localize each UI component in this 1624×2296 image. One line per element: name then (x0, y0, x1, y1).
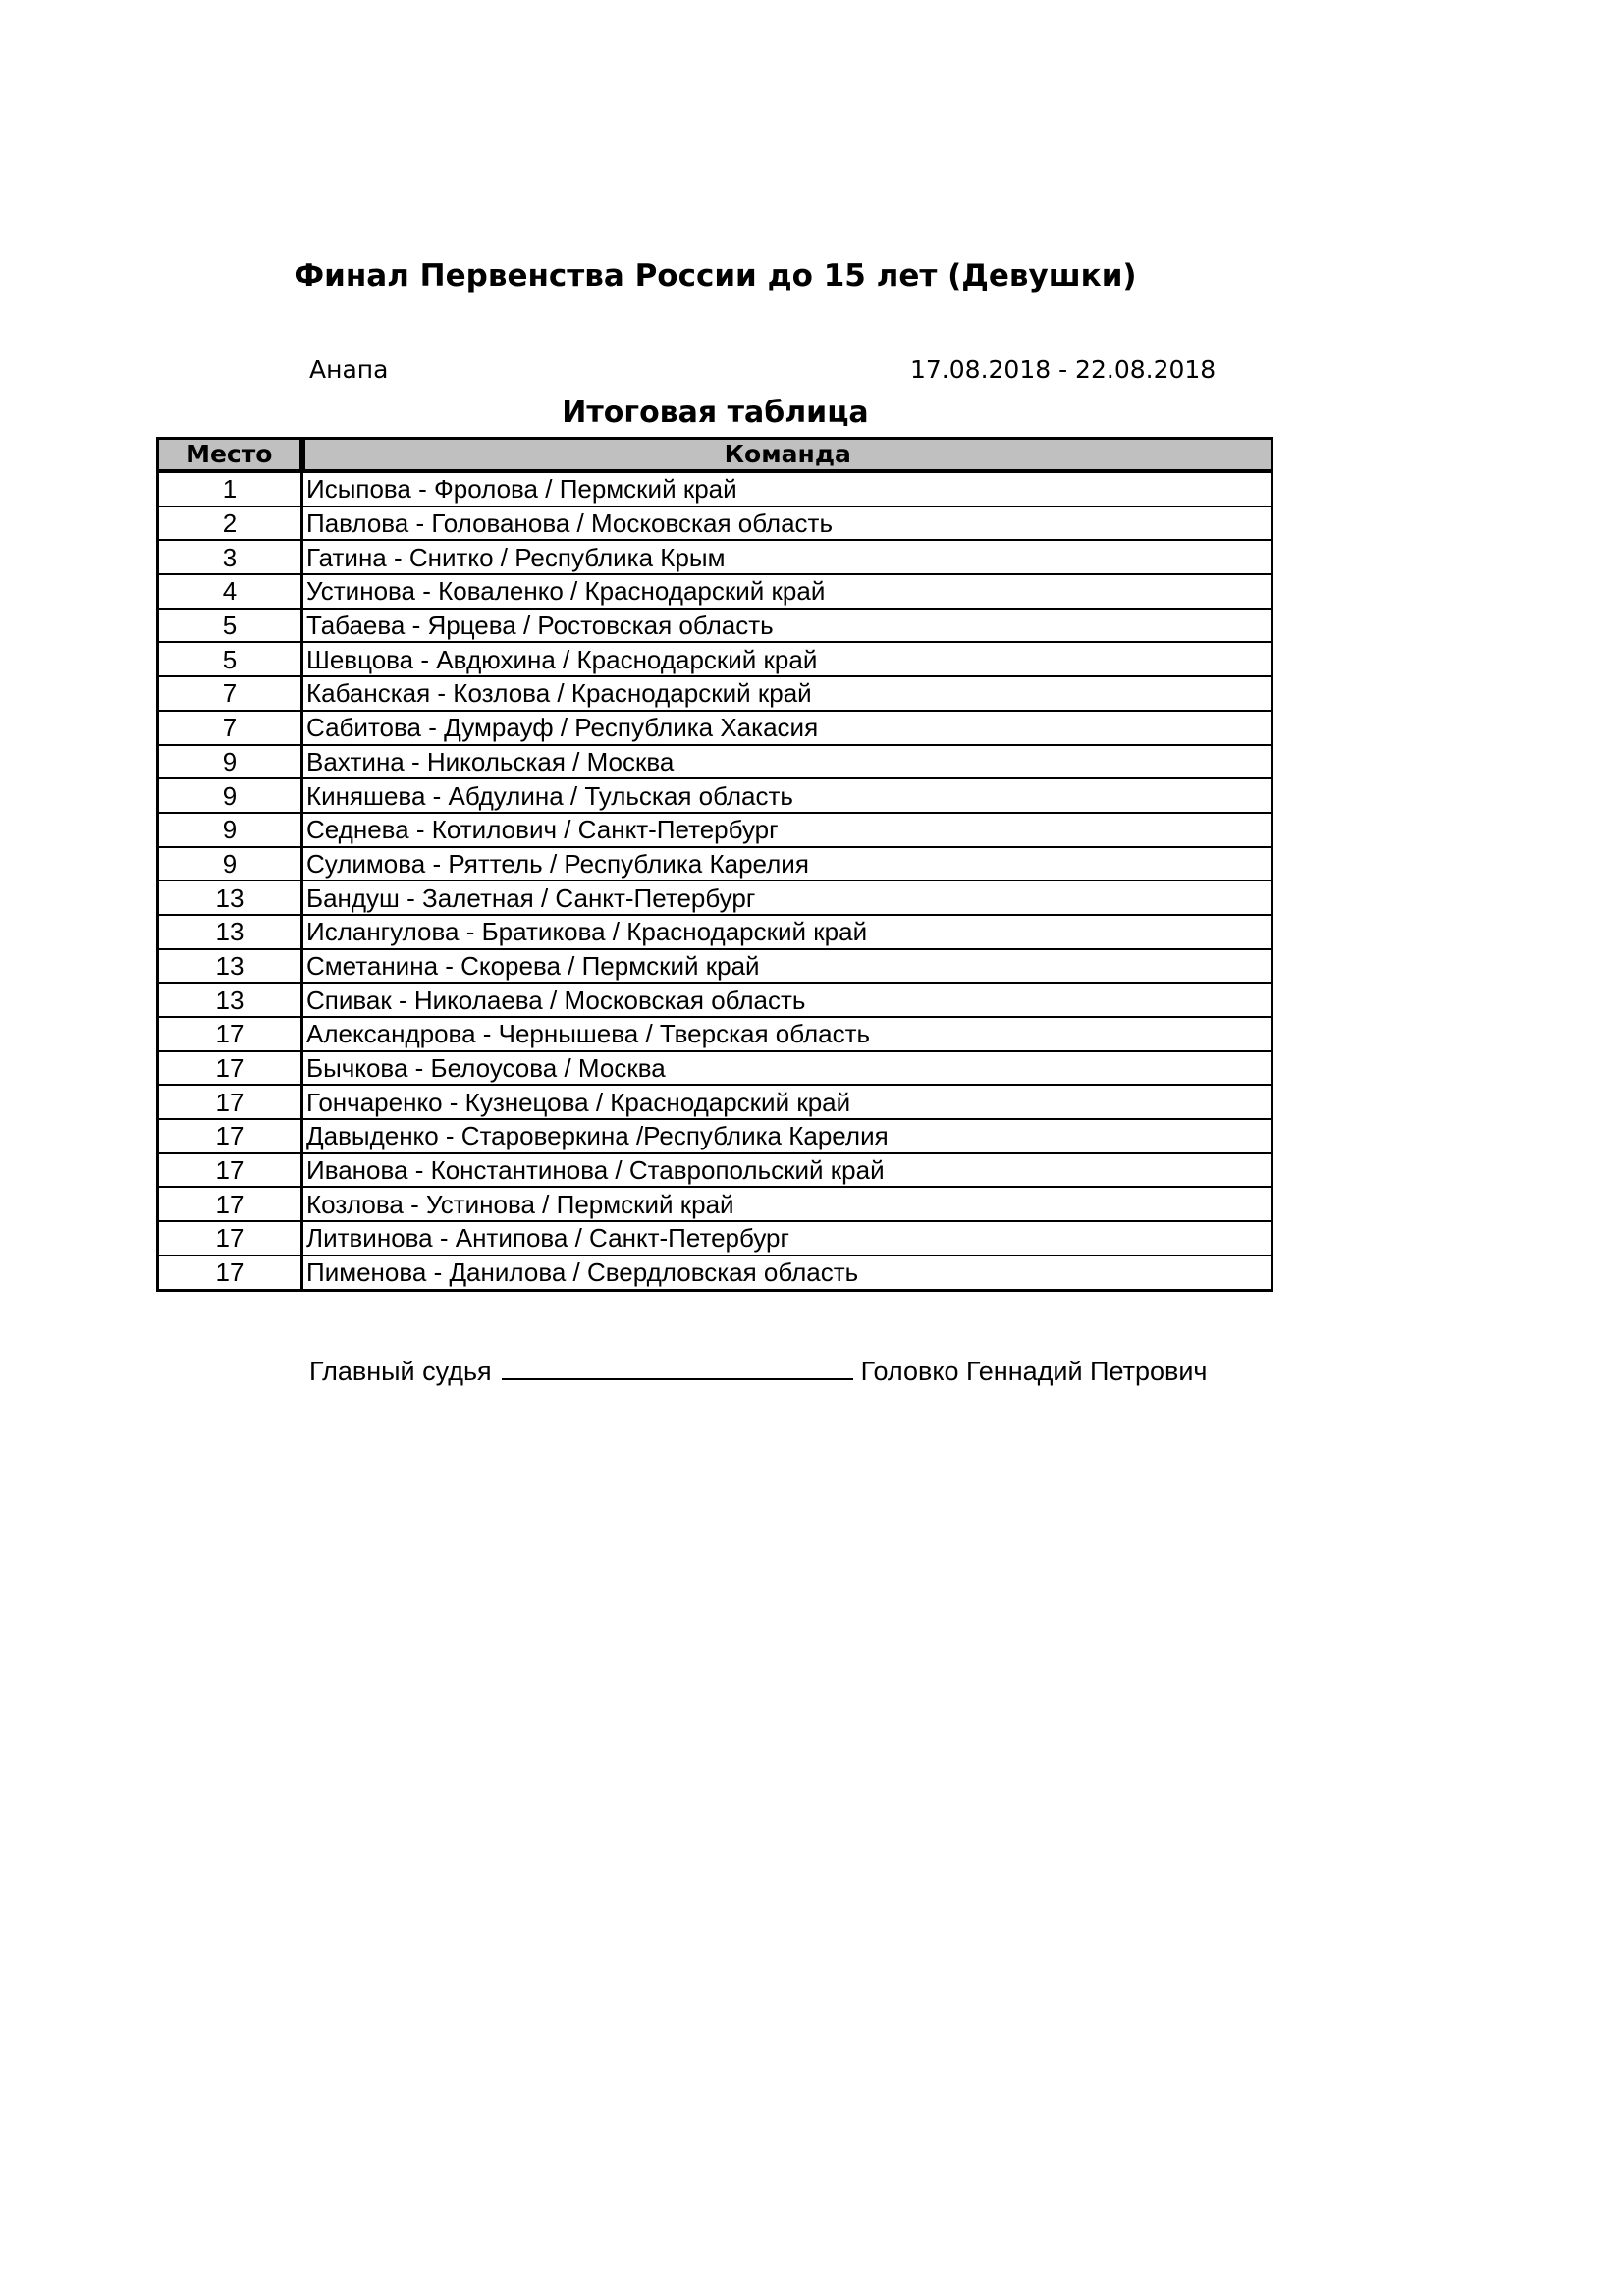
table-row (158, 847, 1272, 881)
table-row (158, 1255, 1272, 1290)
team-cell: Павлова - Голованова / Московская область (302, 507, 1272, 541)
table-row (158, 983, 1272, 1017)
team-cell: Пименова - Данилова / Свердловская область (302, 1255, 1272, 1290)
table-row (158, 609, 1272, 643)
place-cell: 3 (158, 540, 302, 574)
place-cell: 9 (158, 778, 302, 813)
table-row (158, 1187, 1272, 1221)
table-row (158, 507, 1272, 541)
team-cell: Гончаренко - Кузнецова / Краснодарский край (302, 1085, 1272, 1119)
event-dates: 17.08.2018 - 22.08.2018 (910, 355, 1217, 384)
team-cell: Литвинова - Антипова / Санкт-Петербург (302, 1221, 1272, 1255)
table-header-row (158, 439, 1272, 472)
column-header-team: Команда (302, 439, 1272, 472)
place-cell: 2 (158, 507, 302, 541)
team-cell: Табаева - Ярцева / Ростовская область (302, 609, 1272, 643)
team-cell: Шевцова - Авдюхина / Краснодарский край (302, 642, 1272, 676)
place-cell: 17 (158, 1085, 302, 1119)
team-cell: Кабанская - Козлова / Краснодарский край (302, 676, 1272, 711)
place-cell: 9 (158, 745, 302, 779)
table-row (158, 1017, 1272, 1051)
place-cell: 17 (158, 1153, 302, 1188)
place-cell: 17 (158, 1221, 302, 1255)
table-row (158, 745, 1272, 779)
judge-label: Главный судья (309, 1357, 492, 1386)
team-cell: Бандуш - Залетная / Санкт-Петербург (302, 881, 1272, 915)
place-cell: 17 (158, 1119, 302, 1153)
table-row (158, 642, 1272, 676)
place-cell: 17 (158, 1255, 302, 1290)
place-cell: 4 (158, 574, 302, 609)
document-title: Финал Первенства России до 15 лет (Девушки) (294, 258, 1137, 294)
team-cell: Сабитова - Думрауф / Республика Хакасия (302, 711, 1272, 745)
table-row (158, 1051, 1272, 1086)
team-cell: Киняшева - Абдулина / Тульская область (302, 778, 1272, 813)
judge-name: Головко Геннадий Петрович (860, 1357, 1208, 1386)
team-cell: Бычкова - Белоусова / Москва (302, 1051, 1272, 1086)
table-title: Итоговая таблица (562, 396, 869, 430)
table-row (158, 540, 1272, 574)
team-cell: Козлова - Устинова / Пермский край (302, 1187, 1272, 1221)
table-row (158, 1221, 1272, 1255)
place-cell: 9 (158, 813, 302, 847)
table-row (158, 711, 1272, 745)
event-city: Анапа (309, 355, 389, 384)
team-cell: Седнева - Котилович / Санкт-Петербург (302, 813, 1272, 847)
team-cell: Гатина - Снитко / Республика Крым (302, 540, 1272, 574)
place-cell: 5 (158, 642, 302, 676)
place-cell: 13 (158, 949, 302, 984)
place-cell: 1 (158, 471, 302, 507)
team-cell: Ислангулова - Братикова / Краснодарский край (302, 915, 1272, 949)
column-header-place: Место (158, 439, 302, 472)
team-cell: Спивак - Николаева / Московская область (302, 983, 1272, 1017)
team-cell: Иванова - Константинова / Ставропольский край (302, 1153, 1272, 1188)
signature-blank (502, 1355, 853, 1380)
judge-signature-line (309, 1355, 1207, 1387)
place-cell: 9 (158, 847, 302, 881)
team-cell: Сметанина - Скорева / Пермский край (302, 949, 1272, 984)
table-row (158, 813, 1272, 847)
team-cell: Устинова - Коваленко / Краснодарский край (302, 574, 1272, 609)
table-row (158, 1153, 1272, 1188)
table-row (158, 471, 1272, 507)
place-cell: 7 (158, 711, 302, 745)
table-row (158, 949, 1272, 984)
results-table-body (158, 471, 1272, 1290)
table-row (158, 676, 1272, 711)
table-row (158, 881, 1272, 915)
table-row (158, 1119, 1272, 1153)
table-row (158, 574, 1272, 609)
place-cell: 13 (158, 915, 302, 949)
place-cell: 17 (158, 1187, 302, 1221)
team-cell: Исыпова - Фролова / Пермский край (302, 471, 1272, 507)
table-row (158, 915, 1272, 949)
place-cell: 17 (158, 1017, 302, 1051)
team-cell: Александрова - Чернышева / Тверская область (302, 1017, 1272, 1051)
table-row (158, 1085, 1272, 1119)
place-cell: 7 (158, 676, 302, 711)
results-table (156, 437, 1273, 1292)
table-row (158, 778, 1272, 813)
team-cell: Давыденко - Староверкина /Республика Карелия (302, 1119, 1272, 1153)
team-cell: Вахтина - Никольская / Москва (302, 745, 1272, 779)
place-cell: 17 (158, 1051, 302, 1086)
team-cell: Сулимова - Ряттель / Республика Карелия (302, 847, 1272, 881)
place-cell: 5 (158, 609, 302, 643)
place-cell: 13 (158, 881, 302, 915)
place-cell: 13 (158, 983, 302, 1017)
